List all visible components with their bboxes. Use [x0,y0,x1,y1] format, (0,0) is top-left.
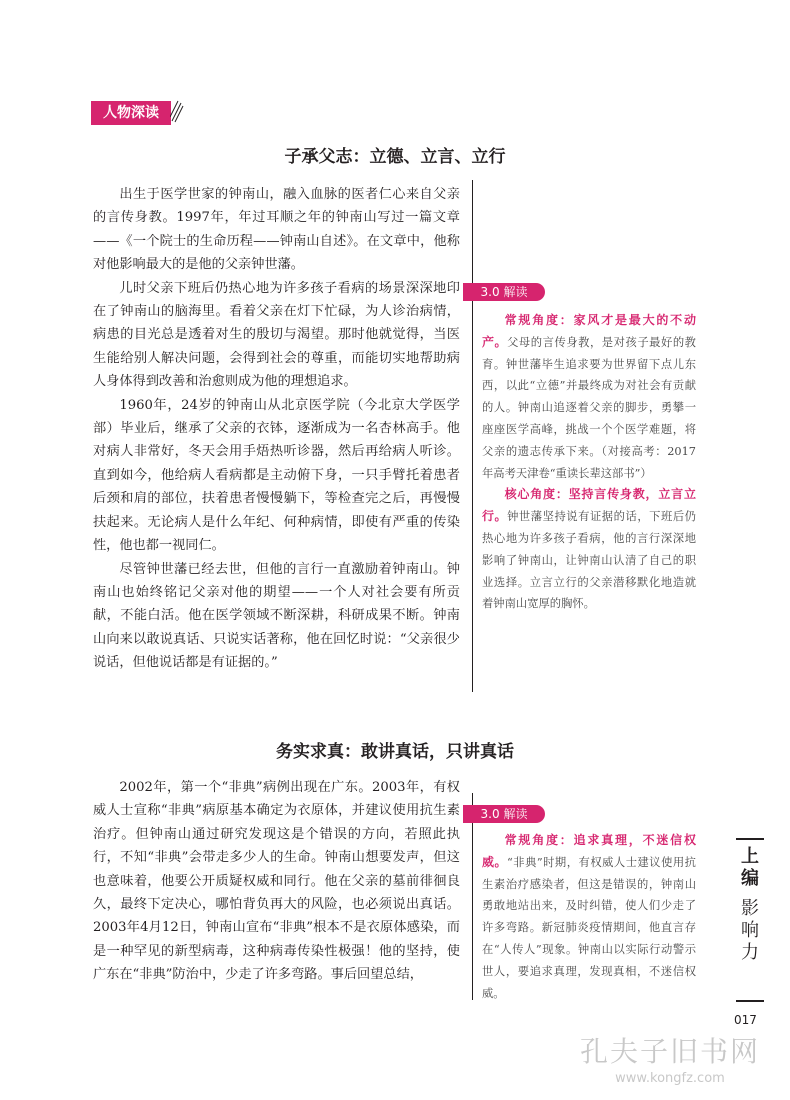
side-label-part2-text: 影响力 [741,898,759,963]
side-label-part2 [738,898,762,964]
aside-item [482,484,696,615]
section2-reading-badge: 3.0 解读 [463,805,545,823]
side-label-rule-top [736,838,764,840]
page-number: 017 [734,1013,757,1027]
aside-item [482,830,696,1004]
section1-body [93,183,460,675]
aside-item-text: “非典”时期，有权威人士建议使用抗生素治疗感染者，但这是错误的，钟南山勇敢地站出来，及时纠错，使人们少走了许多弯路。新冠肺炎疫情期间，他直言存在“人传人”现象。钟南山以实际行动警示世人，要追求真理，发现真相，不迷信权威。 [482,855,696,1000]
aside-item-lead: 常规角度：家风才是最大的不动产。 [482,313,696,349]
section1-paragraph: 出生于医学世家的钟南山，融入血脉的医者仁心来自父亲的言传身教。1997年，年过耳顺之年的钟南山写过一篇文章——《一个院士的生命历程——钟南山自述》。在文章中，他称对他影响最大的是他的父亲钟世藩。 [93,187,460,273]
section1-title: 子承父志：立德、立言、立行 [284,147,506,167]
section2-body [93,776,460,987]
section1-paragraph: 儿时父亲下班后仍热心地为许多孩子看病的场景深深地印在了钟南山的脑海里。看着父亲在灯下忙碌，为人诊治病情，病患的目光总是透着对生的殷切与渴望。那时他就觉得，当医生能给别人解决问题，会得到社会的尊重，而能切实地帮助病人身体得到改善和治愈则成为他的理想追求。 [93,280,460,390]
section2-title: 务实求真：敢讲真话，只讲真话 [276,742,514,762]
side-label-rule-bottom [736,1000,764,1002]
aside-item-text: 钟世藩坚持说有证据的话，下班后仍热心地为许多孩子看病，他的言行深深地影响了钟南山，让钟南山认清了自己的职业选择。立言立行的父亲潜移默化地造就着钟南山宽厚的胸怀。 [482,510,696,611]
section1-paragraph: 1960年，24岁的钟南山从北京医学院（今北京大学医学部）毕业后，继承了父亲的衣钵，逐渐成为一名杏林高手。他对病人非常好，冬天会用手焐热听诊器，然后再给病人听诊。直到如今，他给病人看病都是主动俯下身，一只手臂托着患者后颈和肩的部位，扶着患者慢慢躺下，等检查完之后，再慢慢扶起来。无论病人是什么年纪、何种病情，即使有严重的传染性，他也都一视同仁。 [93,397,460,554]
watermark-text: 孔夫子旧书网 [579,1035,760,1068]
section1-reading-badge: 3.0 解读 [463,283,545,301]
aside-item-lead: 核心角度：坚持言传身教，立言立行。 [482,487,696,524]
section1-paragraph: 尽管钟世藩已经去世，但他的言行一直激励着钟南山。钟南山也始终铭记父亲对他的期望——一个人对社会要有所贡献，不能白活。他在医学领域不断深耕，科研成果不断。钟南山向来以敢说真话、只说实话著称，他在回忆时说：“父亲很少说话，但他说话都是有证据的。” [93,561,460,671]
watermark-url: www.kongfz.com [615,1071,725,1086]
section-tag: 人物深读 [91,101,171,125]
section2-divider [472,793,473,1000]
aside-item [482,310,696,484]
aside-item-lead: 常规角度：追求真理，不迷信权威。 [482,833,696,869]
section1-divider [472,180,473,692]
section2-aside [482,830,696,1004]
section1-aside [482,310,696,615]
tag-stripes-decoration [170,97,184,125]
side-label-part1 [738,846,762,890]
section2-paragraph: 2002年，第一个“非典”病例出现在广东。2003年，有权威人士宣称“非典”病原基本确定为衣原体，并建议使用抗生素治疗。但钟南山通过研究发现这是个错误的方向，若照此执行，不知“非典”会带走多少人的生命。钟南山想要发声，但这也意味着，他要公开质疑权威和同行。他在父亲的墓前徘徊良久，最终下定决心，哪怕背负再大的风险，也必须说出真话。2003年4月12日，钟南山宣布“非典”根本不是衣原体感染，而是一种罕见的新型病毒，这种病毒传染性极强！他的坚持，使广东在“非典”防治中，少走了许多弯路。事后回望总结， [93,780,460,983]
watermark [570,1035,770,1087]
side-label-part1-text: 上编 [741,846,759,889]
aside-item-text: 父母的言传身教，是对孩子最好的教育。钟世藩毕生追求要为世界留下点儿东西，以此“立德”并最终成为对社会有贡献的人。钟南山追逐着父亲的脚步，勇攀一座座医学高峰，挑战一个个医学难题，将父亲的遗志传承下来。（对接高考：2017年高考天津卷“重读长辈这部书”） [482,335,696,480]
